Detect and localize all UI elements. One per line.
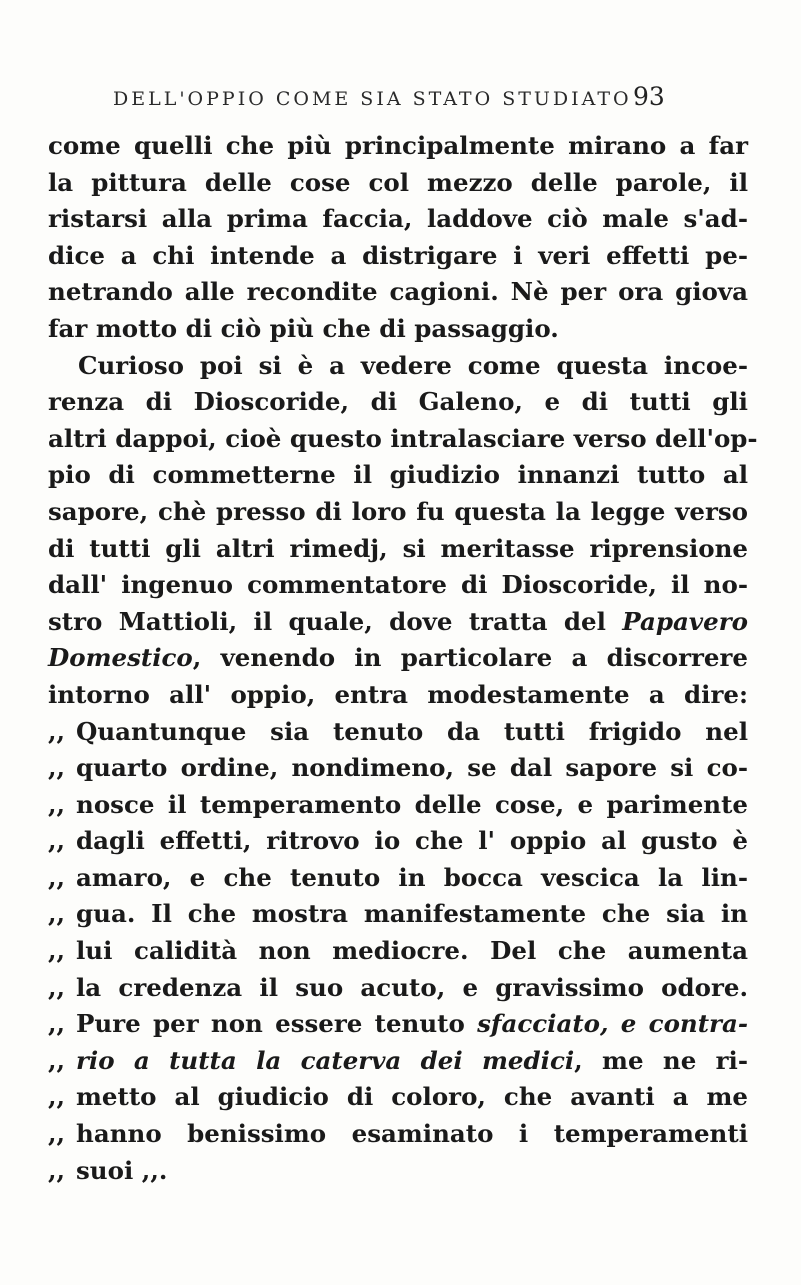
quote-mark: ,,	[48, 1155, 66, 1185]
text-line	[48, 640, 748, 677]
quote-text: nosce il temperamento delle cose, e parimente	[76, 789, 748, 819]
quote-mark: ,,	[48, 753, 66, 783]
quote-text: hanno benissimo esaminato i temperamenti	[76, 1119, 748, 1149]
text-line: far motto di ciò più che di passaggio.	[48, 313, 559, 343]
quote-text: amaro, e che tenuto in bocca vescica la lin-	[76, 862, 748, 892]
quote-text: Quantunque sia tenuto da tutti frigido nel	[76, 716, 748, 746]
quote-text: quarto ordine, nondimeno, se dal sapore si co-	[76, 753, 748, 783]
quote-end-mark: ,,.	[141, 1155, 168, 1185]
text-line: Curioso poi si è a vedere come questa incoe-	[78, 350, 748, 380]
text-line: la pittura delle cose col mezzo delle parole, il	[48, 167, 748, 197]
text-line	[48, 604, 748, 641]
quote-line	[48, 860, 748, 897]
quote-mark: ,,	[48, 936, 66, 966]
quote-text: lui calidità non mediocre. Del che aumenta	[76, 936, 748, 966]
text-line: pio di commetterne il giudizio innanzi tutto al	[48, 460, 748, 490]
quote-line	[48, 714, 748, 751]
quote-line	[48, 750, 748, 787]
quote-mark: ,,	[48, 862, 66, 892]
italic-term: Domestico	[48, 643, 193, 673]
italic-term: sfacciato	[477, 1009, 601, 1039]
text-line: intorno all' oppio, entra modestamente a dire:	[48, 679, 748, 709]
text-line: ristarsi alla prima faccia, laddove ciò male s'ad-	[48, 204, 748, 234]
text-segment: , venendo in particolare a discorrere	[192, 643, 748, 673]
quote-mark: ,,	[48, 826, 66, 856]
quote-line	[48, 933, 748, 970]
text-line: come quelli che più principalmente mirano a far	[48, 131, 748, 160]
quote-text: gua. Il che mostra manifestamente che sia in	[76, 899, 748, 929]
quote-line	[48, 896, 748, 933]
quote-line	[48, 1153, 748, 1190]
quote-mark: ,,	[48, 899, 66, 929]
italic-term: , e contra-	[600, 1009, 749, 1039]
quote-line	[48, 1116, 748, 1153]
quote-mark: ,,	[48, 1119, 66, 1149]
quote-mark: ,,	[48, 789, 66, 819]
quote-text: metto al giudicio di coloro, che avanti a me	[76, 1082, 748, 1112]
italic-term: Papavero	[622, 606, 748, 636]
running-head-title: DELL'OPPIO COME SIA STATO STUDIATO	[113, 88, 632, 110]
body-text	[48, 128, 758, 1189]
quote-mark: ,,	[48, 972, 66, 1002]
text-line: altri dappoi, cioè questo intralasciare verso dell'op-	[48, 423, 758, 453]
quote-line	[48, 787, 748, 824]
quote-text: suoi	[76, 1155, 134, 1185]
quote-line	[48, 1079, 748, 1116]
text-line: renza di Dioscoride, di Galeno, e di tutti gli	[48, 387, 748, 417]
quote-line	[48, 1006, 748, 1043]
text-segment: stro Mattioli, il quale, dove tratta del	[48, 606, 606, 636]
quote-text: dagli effetti, ritrovo io che l' oppio al gusto è	[76, 826, 748, 856]
quote-mark: ,,	[48, 1045, 66, 1075]
page-number: 93	[633, 82, 665, 111]
quote-mark: ,,	[48, 1082, 66, 1112]
text-line: dall' ingenuo commentatore di Dioscoride, il no-	[48, 570, 748, 600]
text-line: sapore, chè presso di loro fu questa la legge verso	[48, 496, 748, 526]
text-line: netrando alle recondite cagioni. Nè per ora giova	[48, 277, 748, 307]
quote-text: , me ne ri-	[574, 1045, 748, 1075]
text-line: dice a chi intende a distrigare i veri effetti pe-	[48, 240, 748, 270]
italic-phrase: rio a tutta la caterva dei medici	[76, 1045, 575, 1075]
quote-text: la credenza il suo acuto, e gravissimo odore.	[76, 972, 748, 1002]
quote-mark: ,,	[48, 1009, 66, 1039]
quote-line	[48, 823, 748, 860]
text-line: di tutti gli altri rimedj, si meritasse riprensione	[48, 533, 748, 563]
quote-line	[48, 1043, 748, 1080]
quote-line	[48, 970, 748, 1007]
quote-mark: ,,	[48, 716, 66, 746]
quote-text: Pure per non essere tenuto	[76, 1009, 465, 1039]
